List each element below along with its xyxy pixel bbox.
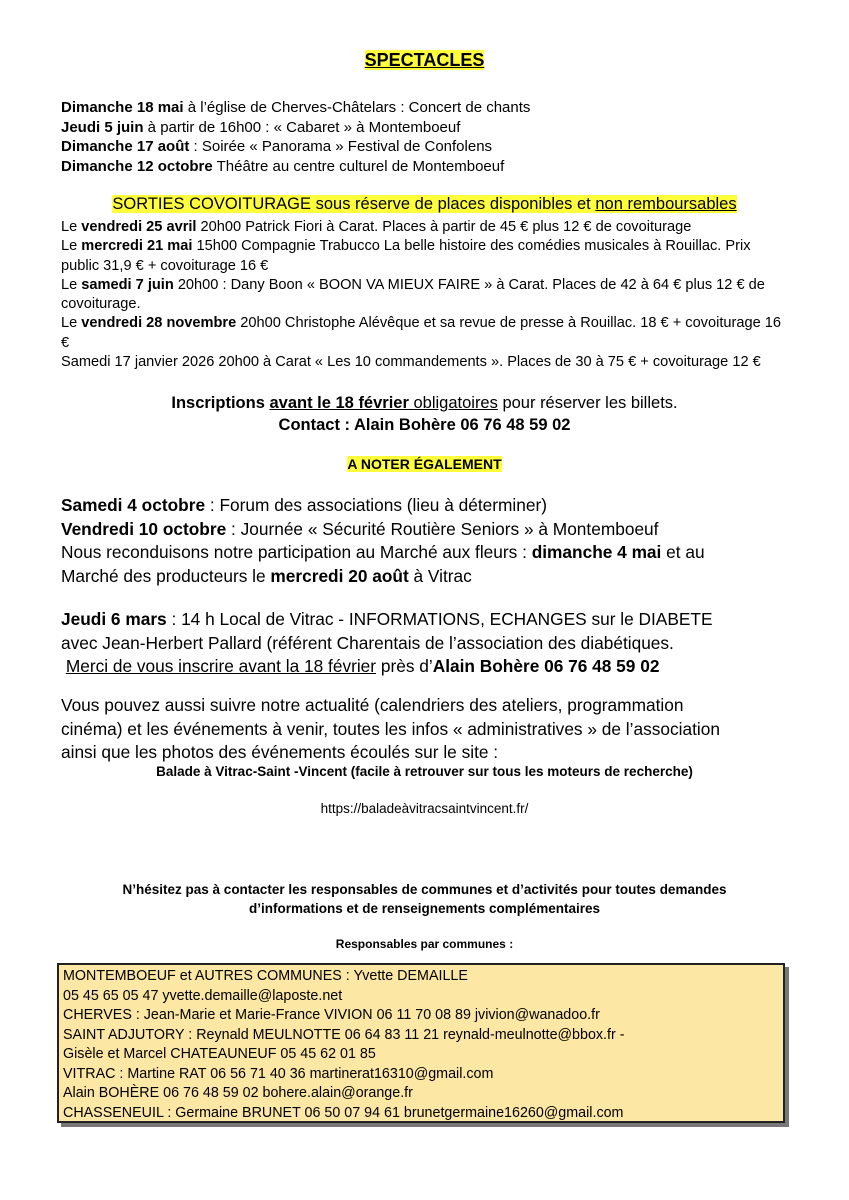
contact-invitation xyxy=(0,880,849,918)
diabete-line xyxy=(61,608,712,632)
sorties-heading-underlined: non remboursables xyxy=(595,195,737,213)
event-text: Nous reconduisons notre participation au Marché aux fleurs : xyxy=(61,542,532,562)
diabete-date: Jeudi 6 mars xyxy=(61,609,167,629)
site-name: Balade à Vitrac-Saint -Vincent (facile à retrouver sur tous les moteurs de recherche) xyxy=(156,764,693,779)
sorties-list xyxy=(61,218,789,372)
responsable-line: CHERVES : Jean-Marie et Marie-France VIVION 06 11 70 08 89 jvivion@wanadoo.fr xyxy=(63,1007,600,1023)
noter-title: A NOTER ÉGALEMENT xyxy=(347,456,502,472)
inscriptions-block xyxy=(0,392,849,436)
inscriptions-label: Inscriptions xyxy=(171,394,270,412)
spectacle-date: Dimanche 17 août xyxy=(61,138,190,155)
sortie-prefix: Le xyxy=(61,219,82,235)
event-line xyxy=(61,494,705,518)
noter-events xyxy=(61,494,705,588)
responsable-line: 05 45 65 05 47 yvette.demaille@laposte.net xyxy=(63,987,343,1004)
diabete-text: près d’ xyxy=(376,656,433,676)
sortie-date: mercredi 21 mai xyxy=(81,238,193,255)
actu-line: cinéma) et les événements à venir, toutes les infos « administratives » de l’association xyxy=(61,718,720,739)
diabete-line xyxy=(61,655,712,679)
sortie-prefix: Le xyxy=(61,276,82,293)
responsable-line: MONTEMBOEUF et AUTRES COMMUNES : Yvette DEMAILLE xyxy=(63,968,468,984)
contact-invitation-line: d’informations et de renseignements complémentaires xyxy=(248,901,601,916)
event-text: à Vitrac xyxy=(408,565,472,586)
noter-heading xyxy=(0,456,849,472)
diabete-text: : 14 h Local de Vitrac - INFORMATIONS, ECHANGES sur le DIABETE xyxy=(166,609,713,629)
inscriptions-purpose: pour réserver les billets. xyxy=(497,394,678,412)
diabete-register: Merci de vous inscrire avant la 18 février xyxy=(65,656,377,676)
spectacle-item xyxy=(61,98,530,118)
sortie-text: 20h00 Christophe Alévêque et sa revue de presse à Rouillac. 18 € + covoiturage 16 € xyxy=(61,315,782,351)
event-date: mercredi 20 août xyxy=(270,565,409,586)
spectacle-text: : Soirée « Panorama » Festival de Confolens xyxy=(189,138,493,155)
inscriptions-line xyxy=(0,392,849,414)
spectacles-list xyxy=(61,98,530,176)
sortie-text: Samedi 17 janvier 2026 20h00 à Carat « Les 10 commandements ». Places de 30 à 75 € + covoiturage 12 € xyxy=(61,354,761,371)
spectacle-item xyxy=(61,157,530,177)
sortie-item xyxy=(61,237,789,276)
event-line xyxy=(61,565,705,589)
event-date: dimanche 4 mai xyxy=(531,542,662,562)
actu-line: ainsi que les photos des événements écoulés sur le site : xyxy=(61,742,499,762)
inscriptions-deadline: avant le 18 février xyxy=(269,394,409,412)
event-date: Samedi 4 octobre xyxy=(61,495,206,515)
sortie-date: vendredi 28 novembre xyxy=(81,315,237,332)
sortie-item xyxy=(61,218,789,237)
spectacle-text: Théâtre au centre culturel de Montemboeuf xyxy=(212,157,505,175)
sortie-prefix: Le xyxy=(61,315,82,332)
inscriptions-mandatory: obligatoires xyxy=(408,394,498,412)
responsable-line: SAINT ADJUTORY : Reynald MEULNOTTE 06 64 83 11 21 reynald-meulnotte@bbox.fr - xyxy=(63,1026,625,1043)
contact-line: Contact : Alain Bohère 06 76 48 59 02 xyxy=(278,416,571,434)
sortie-text: 20h00 : Dany Boon « BOON VA MIEUX FAIRE » à Carat. Places de 42 à 64 € plus 12 € de covoiturage. xyxy=(61,276,765,313)
sortie-item xyxy=(61,353,789,372)
sortie-text: 20h00 Patrick Fiori à Carat. Places à partir de 45 € plus 12 € de covoiturage xyxy=(196,219,692,235)
responsable-line: Gisèle et Marcel CHATEAUNEUF 05 45 62 01 85 xyxy=(63,1046,376,1062)
site-url[interactable]: https://baladeàvitracsaintvincent.fr/ xyxy=(320,801,529,816)
diabete-contact: Alain Bohère 06 76 48 59 02 xyxy=(432,656,660,676)
sorties-heading xyxy=(0,195,849,214)
responsable-line: VITRAC : Martine RAT 06 56 71 40 36 martinerat16310@gmail.com xyxy=(63,1065,494,1082)
event-text: et au xyxy=(661,542,705,562)
responsable-line: CHASSENEUIL : Germaine BRUNET 06 50 07 94 61 brunetgermaine16260@gmail.com xyxy=(63,1104,624,1121)
event-text: : Journée « Sécurité Routière Seniors » à Montemboeuf xyxy=(226,518,659,539)
event-text: : Forum des associations (lieu à déterminer) xyxy=(205,495,547,515)
event-line xyxy=(61,518,705,542)
sortie-prefix: Le xyxy=(61,238,82,255)
event-text: Marché des producteurs le xyxy=(61,565,271,586)
actu-block xyxy=(61,694,720,765)
contact-invitation-line: N’hésitez pas à contacter les responsables de communes et d’activités pour toutes demandes xyxy=(122,882,727,897)
spectacles-heading xyxy=(0,50,849,71)
event-date: Vendredi 10 octobre xyxy=(61,518,227,539)
event-line xyxy=(61,541,705,565)
spectacle-text: à l’église de Cherves-Châtelars : Concert de chants xyxy=(183,99,531,116)
sortie-date: samedi 7 juin xyxy=(81,276,174,293)
diabete-line: avec Jean-Herbert Pallard (référent Charentais de l’association des diabétiques. xyxy=(61,632,674,653)
sortie-date: vendredi 25 avril xyxy=(81,219,197,235)
responsables-box xyxy=(57,963,785,1123)
spectacle-text: à partir de 16h00 : « Cabaret » à Montemboeuf xyxy=(143,118,461,136)
spectacle-item xyxy=(61,118,530,138)
responsable-line: Alain BOHÈRE 06 76 48 59 02 bohere.alain@orange.fr xyxy=(63,1085,413,1101)
spectacle-date: Dimanche 18 mai xyxy=(61,99,184,116)
responsables-title: Responsables par communes : xyxy=(335,937,514,951)
sorties-heading-text: SORTIES COVOITURAGE sous réserve de places disponibles et xyxy=(112,195,596,213)
diabete-block xyxy=(61,608,712,679)
sortie-item xyxy=(61,314,789,353)
spectacle-date: Jeudi 5 juin xyxy=(61,118,144,136)
actu-line: Vous pouvez aussi suivre notre actualité (calendriers des ateliers, programmation xyxy=(61,695,684,715)
spectacles-title: SPECTACLES xyxy=(364,50,485,70)
spectacle-item xyxy=(61,137,530,157)
sortie-text: 15h00 Compagnie Trabucco La belle histoire des comédies musicales à Rouillac. Prix public 31,9 € + covoiturage 16 € xyxy=(61,238,751,274)
sortie-item xyxy=(61,276,789,315)
spectacle-date: Dimanche 12 octobre xyxy=(61,157,213,175)
